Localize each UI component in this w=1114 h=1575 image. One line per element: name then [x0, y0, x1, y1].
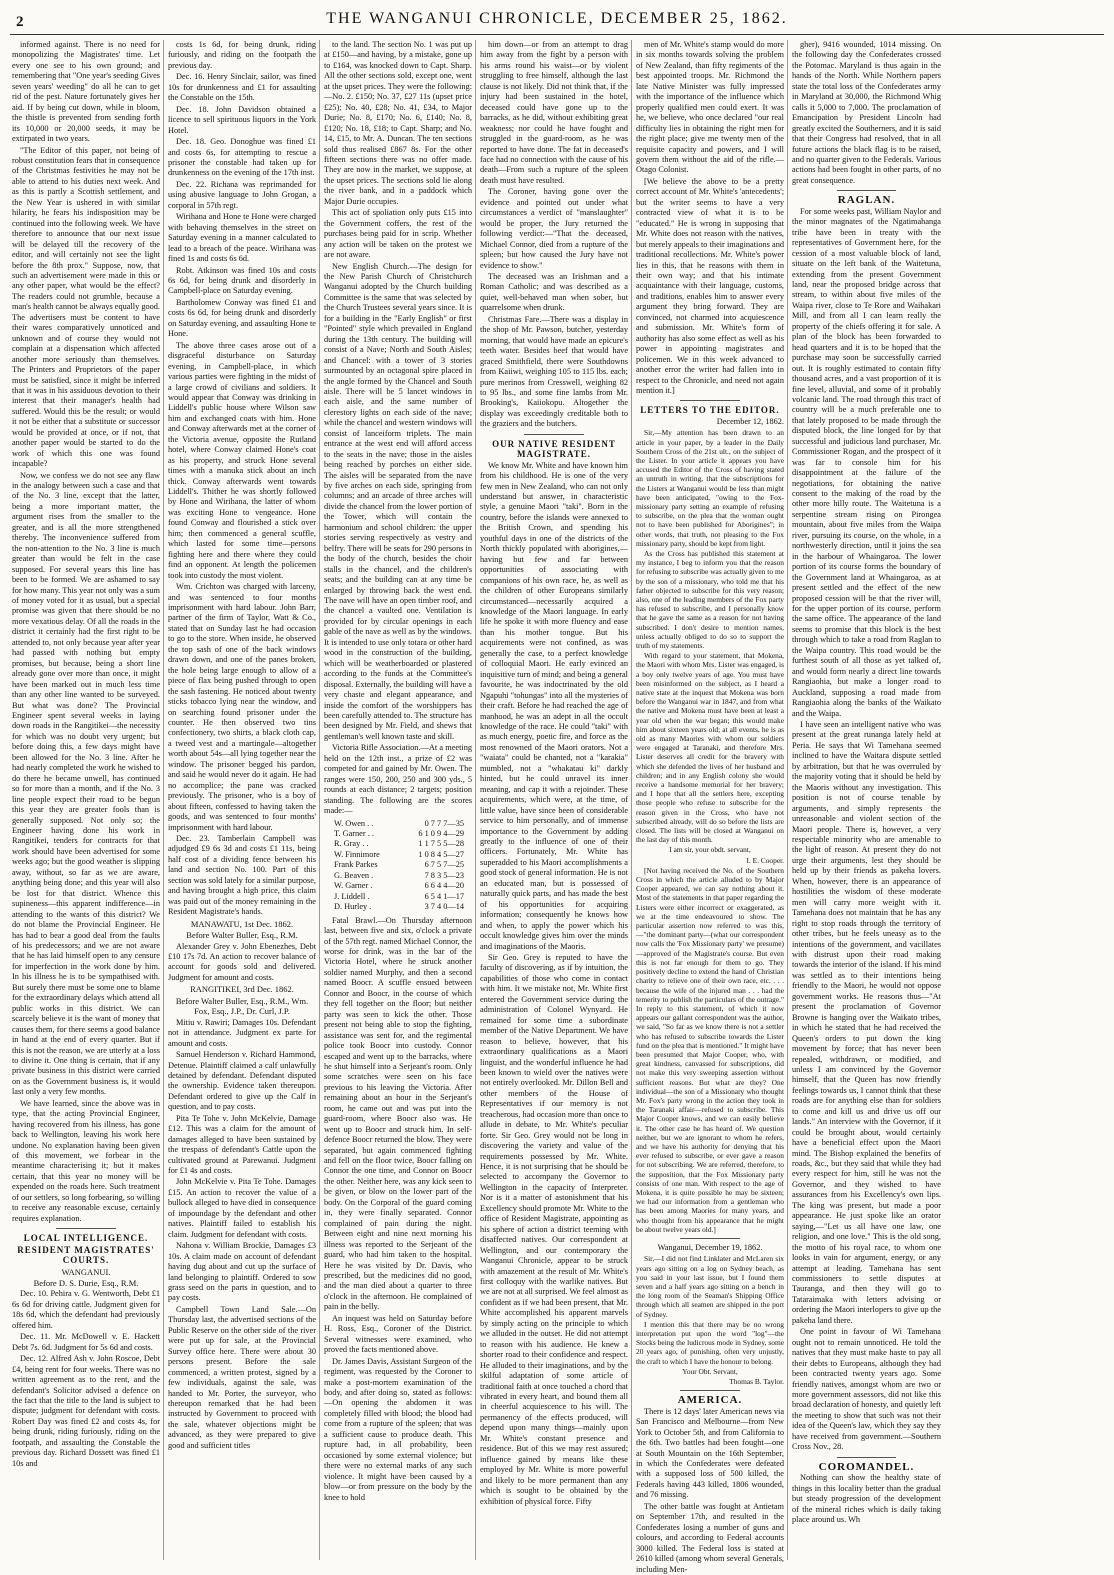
- score-name: D. Hurley .: [334, 902, 372, 912]
- paragraph: We know Mr. White and have known him from his childhood. He is one of the very few men in New Zealand, who can not only understand but answer, in characteristic style, a genuine Maori "taki". Born in the country, before the islands were annexed to the British Crown, and spending his youthful days in one of the districts of the North thickly populated with aborigines,—having but few and far between opportunities of associating with companions of his own race, he, as well as the children of other Europeans similarly circumstanced—necessarily acquired a knowledge of the Maori language. In early life he spoke it with more fluency and ease than his mother tongue. But his acquirements were not confined, as was generally the case, to a perfect knowledge of colloquial Maori. He early evinced an inquisitive turn of mind; and being a general favourite, he was indoctrinated by the old Ngapuhi "tohungas" into all the mysteries of their craft. Before he had reached the age of manhood, he was an adept in all the occult knowledge of the race. He could "taki" with as much energy, poetic fire, and force as the most renowned of the Maori orators. Not a "waiata" could be chanted, not a "karakia" mumbled, not a "whakatau ki" darkly hinted, but he could unravel its inner meaning, and cap it with a rejoinder. These acquirements, which were, at the time, of little value, have since been of considerable service to him personally, and of immense importance to the Government by adding greatly to the influence of one of their officers. Fortunately, Mr. White has superadded to his Maori accomplishments a good stock of general information. He is not an educated man, but is possessed of naturally quick parts, and has made the best of his opportunities for acquiring information; consequently he knows how and when, to apply the power which his occult knowledge gives him over the minds and imaginations of the Maoris.: [480, 460, 628, 951]
- column-1: [12, 40, 164, 1560]
- letter-body: As the Cross has published this statement at my instance, I beg to inform you that the reason for refusing to subscribe was actually given to me by the son of a missionary, who told me that his father objected to subscribe for this very reason; also, one of the leading members of the Fox party has refused to subscribe, and I personally know that he gave the same as a reason for not having subscribed. I don't desire to mention names, unless actually obliged to do so to support the truth of my statements.: [636, 548, 784, 650]
- court-magistrate: Before Walter Buller, Esq., R.M., Wm. Fox, Esq., J.P., Dr. Curl, J.P.: [175, 995, 309, 1017]
- score-table: [334, 819, 472, 913]
- section-heading: LETTERS TO THE EDITOR.: [640, 405, 780, 416]
- letter-body: With regard to your statement, that Mokena, the Maori with whom Mrs. Lister was engaged, is a boy only twelve years of age. You must have been misinformed on the subject, as I heard a native state at the inquest that Mokena was born before the Wanganui war in 1847, and from what the native and Mokena must have been at least a year old when the war began; this would make him about sixteen years old; at all events, he is as old as many Maories with whom our soldiers were engaged at Taranaki, and therefore Mrs. Lister deserves all credit for the bravery with which she defended the lives of her husband and children; and in any English colony she would receive a handsome memorial for her bravery; and I hope that all the settlers here, excepting those people who refuse to subscribe for the reason given in the Cross, who have not subscribed already, will do so before the lists are closed. The lists will be closed at Wanganui on the last day of this month.: [636, 651, 784, 845]
- paragraph: Dec. 12. Alfred Ash v. John Roscoe, Debt £4, being rent for four weeks. There was no written agreement as to the rent, and the defendant's Solicitor advised a defence on the fact that the title to the land is subject to dispute; judgment for defendant with costs. Robert Day was fined £2 and costs 4s, for being drunk, riding furiously, riding on the footpath, and assaulting the Constable the previous day. Richard Dossett was fined £1 10s and: [12, 1354, 160, 1468]
- paragraph: New English Church.—The design for the New Parish Church of Christchurch Wanganui adopted by the Church building Committee is the same that was selected by the Church Trustees several years since. It is for a building in the "Early English" or first "Pointed" style which prevailed in England during the 13th century. The building will consist of a Nave; North and South Aisles; and Chancel: with a tower of 3 stories surmounted by an octagonal spire placed in the angle formed by the Chancel and South aisle. There will be 5 lancet windows in each aisle, and the same number of clerestory lights on each side of the nave; while the chancel and western windows will consist of lanceiform triplets. The main entrance at the west end will afford access to the seats in the nave; those in the aisles being reached by porches on either side. The aisles will be separated from the nave by five arches on each side, springing from columns; and an arcade of three arches will divide the chancel from the lower portion of the Tower, which will contain the harmonium and school children: the upper stories serving respectively as vestry and belfry. There will be seats for 290 persons in the body of the church, besides the choir stalls in the chancel, and the children's seats; and the building can at any time be enlarged by throwing back the west end. The nave will have an open timber roof, and the chancel a vaulted one. Ventilation is provided for by circular openings in each gable of the nave as well as by the windows. It is intended to use only totara or other hard wood in the construction of the building, which will be weatherboarded or plastered according to the funds at the Committee's disposal. Externally, the building will have a very chaste and elegant appearance, and inside the comfort of the worshippers has been carefully attended to. The structure has been designed by Mr. Field, and shews that gentleman's well known taste and skill.: [324, 261, 472, 741]
- divider: [837, 1457, 897, 1458]
- paragraph: gher), 9416 wounded, 1014 missing. On the following day the Confederates crossed the Potomac. Maryland is thus again in the hands of the North. While Northern papers state the total loss of the Confederates army in Maryland at 30,000, the Richmond Whig calls it 5,000 to 7,000. The proclamation of Emancipation by President Lincoln had greatly excited the Southerners, and it is said that their Congress had resolved, that in all future actions the black flag is to be raised, and no quarter given to the Federals. Various actions had been fought in other parts, of no great consequence.: [792, 40, 941, 185]
- paragraph: The other battle was fought at Antietam on September 17th, and resulted in the Confederates losing a number of guns and colours, and according to Federal accounts 3000 killed. The Federal loss is stated at 2610 killed (among whom several Generals, including Men-: [636, 1501, 784, 1574]
- score-value: 0 7 7 7—35: [424, 818, 464, 828]
- paragraph: The deceased was an Irishman and a Roman Catholic; and was described as a quiet, well-behaved man when sober, but quarrelsome when drunk.: [480, 271, 628, 313]
- paragraph: Christmas Fare.—There was a display in the shop of Mr. Pawson, butcher, yesterday morning, that would have made an epicure's teeth water. Besides beef that would have graced Smithfield, there were Southdowns from Kaiiwi, weighing 105 to 115 lbs. each; pure merinos from Cresswell, weighing 82 to 95 lbs., and some fine lambs from Mr. Brooking's, Kaiiokopu. Altogether the display was exceedingly creditable both to the graziers and the butchers.: [480, 314, 628, 429]
- paragraph: Fatal Brawl.—On Thursday afternoon last, between five and six, o'clock a private of the 57th regt. named Michael Connor, the worse for drink, was in the bar of the Victoria Hotel, where he struck another soldier named Murphy, and then a second named Boocr. A scuffle ensued between Connor and Boocr, in the course of which they fell together on the floor; but neither party was seen to kick the other. Those present not being able to stop the fighting, assistance was sent for, and the regimental police took Boocr into custody. Connor escaped and went up to the barracks, where he shut himself into a Serjeant's room. Only some scratches were seen on his face previous to his leaving the Victoria. After remaining about an hour in the Serjeant's room, he came out and was put into the guard-room, where Boocr also was. He went up to Boocr and struck him. In self-defence Boocr returned the blow. They were separated, but again commenced fighting and fell on the floor twice, Boocr falling on Connor the one time, and Connor on Boocr the other. Neither here, was any kick seen to be given, or blow on the lower part of the body. On the Corporal of the guard coming in, they were finally separated. Connor complained of pain during the night. Between eight and nine next morning his illness was reported to the Serjeant of the guard, who had him taken to the hospital. Here he was visited by Dr. Davis, who prescribed, but the medicines did no good, and the man died about a quarter to three o'clock in the afternoon. He complained of pain in the belly.: [324, 915, 472, 1312]
- paragraph: informed against. There is no need for monopolizing the Magistrates' time. Let every one see to his own ground; and remembering that "One year's seeding Gives seven years' weeding" do all he can to get rid of the pest. Nature fortunately gives her aid. If by being cut down, while in bloom, the thistle is prevented from sending forth its 10,000 or 20,000 seeds, it may be extirpated in two years.: [12, 40, 160, 144]
- court-location: MANAWATU, 1st Dec. 1862.: [190, 918, 294, 929]
- paragraph: There is 12 days' later American news via San Francisco and Melbourne—from New York to October 5th, and from California to the 6th. Two battles had been fought—one at South Mountain on the 16th September, in which the Confederates were defeated with a supposed loss of 500 killed, the Federals having 443 killed, 1806 wounded, and 76 missing.: [636, 1406, 784, 1500]
- score-name: W. Finnimore: [334, 849, 380, 859]
- paragraph: Nothing can show the healthy state of things in this locality better than the gradual but steady progression of the development of the mineral riches which is daily taking place around us. Wh: [792, 1473, 941, 1524]
- paragraph: Dec. 22. Richana was reprimanded for using abusive language to John Grogan, a corporal in 57th regt.: [168, 179, 316, 210]
- paragraph: Nahona v. William Brockie, Damages £3 10s. A claim made on account of defendant having dug about and cut up the surface of land belonging to plaintiff. Ordered to sow grass seed on the parts in question, and to pay costs.: [168, 1241, 316, 1303]
- score-value: 6 5 4 1—17: [424, 891, 464, 901]
- score-row: [334, 860, 472, 870]
- section-heading: RAGLAN.: [837, 194, 896, 207]
- column-6: [792, 40, 944, 1560]
- paragraph: An inquest was held on Saturday before H. Ross, Esq., Coroner of the District. Several witnesses were examined, who proved the facts mentioned above.: [324, 1313, 472, 1355]
- letter-body: Sir,—My attention has been drawn to an article in your paper, by a leader in the Daily Southern Cross of the 21st ult., on the subject of the Lister. In your article it appears you have accused the Editor of the Cross of having stated an untruth in writing, that the subscriptions for the Listers at Wanganui would be less than might have been anticipated, "owing to the Fox-missionary party setting an example of refusing to subscribe, on the plea that the woman ought not to have been published for Aborigines"; in other words, that truth, not pleasing to the Fox missionary party, should be kept from light.: [636, 428, 784, 548]
- letter-body: I mention this that there may be no wrong interpretation put upon the word "log"—the Stocks being the ludicrous mode in Sydney, some 20 years ago, of punishing, often very unjustly, the craft to which I have the honour to belong.: [636, 1319, 784, 1366]
- paragraph: Robt. Atkinson was fined 10s and costs 6s 6d, for being drunk and disorderly in Campbell-place on Saturday evening.: [168, 265, 316, 296]
- paragraph: Now, we confess we do not see any flaw in the analogy between such a case and that of the No. 3 line, except that the latter, being a more important matter, the argument rises from the smaller to the greater, and is all the more strengthened thereby. The inconvenience suffered from the non-attention to the No. 3 line is much greater than would be felt in the case supposed. For several years this line has been to be formed. We are ashamed to say for how many. This year not only was a sum of money voted for it as usual, but a special promise was given that there should be no more vexatious delay. Of all the roads in the district it certainly had the first right to be attended to, not only because year after year had passed with nothing but empty promises, but because, being a short line already gone over more than once, it might have been marked out in much less time than any other line wanted to be surveyed. But what was done? The Provincial Engineer spent several weeks in laying down roads in the Rangitikei—the necessity for which was no doubt very urgent; but before doing this, a few days might have been allowed for the No. 3 line. After he had nearly completed the work he wished to do there he became unwell, has continued so for more than a month, and if the No. 3 line people expect their road to be begun this year they are greater fools than is generally supposed. Not only so; the Engineer having done his work in Rangitikei, tenders for contracts for that work should have been advertised for some weeks ago; but the good weather is slipping away, without, so far as we are aware, anything being done; and this year will also be lost for that district. Whence this supineness—this apparent indifference—in attending to the wants of this district? We do not blame the Provincial Engineer. He has had to bear a good deal from the faults of his predecessors; and we are not aware that he has laid himself open to any censure for imperfection in the work done by him. In his illness he is to be sympathised with. But surely there must be some one to blame for the extraordinary delays which attend all public works in this district. We can scarcely believe it is the want of money that causes them, for there seems a good balance in hand at the end of every quarter. But if this is not the reason, we are utterly at a loss to divine it. One thing is certain, that if any private business in this district were carried on as the Government business is, it would last only a very few months.: [12, 470, 160, 1097]
- score-value: 6 1 0 9 4—29: [418, 828, 464, 838]
- score-row: [334, 881, 472, 891]
- section-subheading: RESIDENT MAGISTRATES' COURTS.: [17, 1244, 155, 1266]
- paragraph: Wm. Crichton was charged with larceny, and was sentenced to four months imprisonment with hard labour. John Barr, partner of the firm of Taylor, Watt & Co., stated that on Sunday last he had occasion to go to the store. When inside, he observed the top sash of one of the back windows drawn down, and one of the panes broken, the hole being large enough to allow of a piece of flax being pushed through to open the sash fastening. He noticed about twenty sticks tobacco lying near the window, and on searching found prisoner under the counter. He then observed two tins confectionery, two shirts, a black cloth cap, a tweed vest and a martingale—altogether worth about 54s—all lying together near the window. The prisoner begged his pardon, and said he would never do it again. He had no accomplice; the pane was cracked previously. The prisoner, who is a boy of about fifteen, confessed to having taken the goods, and was sentenced to four months' imprisonment with hard labour.: [168, 582, 316, 832]
- paragraph: This act of spoliation only puts £15 into the Government coffers, the rest of the purchases being paid for in scrip. Whether any action will be taken on the protest we are not aware.: [324, 208, 472, 260]
- letter-signature: I. E. Cooper.: [746, 855, 784, 865]
- section-heading: OUR NATIVE RESIDENT MAGISTRATE.: [492, 438, 616, 460]
- paragraph: men of Mr. White's stamp would do more in six months towards solving the problem of New Zealand, than fifty regiments of the best appointed troops. Mr. Richmond the late Native Minister was fully impressed with the importance of the influence which properly qualified men could exert. It was he, we believe, who once declared "our real difficulty lies in obtaining the right men for the right place; give me twenty men of the requisite capacity and powers, and I will govern them without the aid of the rifle.—Otago Colonist.: [636, 40, 784, 175]
- column-5: [636, 40, 788, 1574]
- paragraph: Wirihana and Hone te Hone were charged with behaving themselves in the street on Saturday evening in a manner calculated to lead to a breach of the peace. Wirihana was fined 1s and costs 6s 6d.: [168, 212, 316, 264]
- section-heading: AMERICA.: [677, 1394, 743, 1407]
- masthead-rule: [10, 34, 1104, 35]
- score-value: 6 7 5 7—25: [424, 860, 464, 870]
- column-2: [168, 40, 320, 1560]
- divider: [680, 1390, 739, 1391]
- paragraph: him down—or from an attempt to drag him away from the fight by a person with his arms round his waist—or by violent struggling to free himself, although the last clause is not likely. Did not think that, if the injury had been sustained in the hotel, deceased could have gone up to the barracks, as he did, without exhibiting great weakness; nor could he have fought and struggled in the guard-room, as he was reported to have done. The fat in deceased's face had no connection with the cause of his death—From such a rupture of the spleen death must have resulted.: [480, 40, 628, 185]
- paragraph: I have seen an intelligent native who was present at the great runanga lately held at Peria. He says that Wi Tamehana seemed inclined to have the Waitara dispute settled by arbitration, but that he was overruled by the majority voting that it should be held by the Maoris without any investigation. This position is not of course tenable by arguments, and simply represents the unreasonable and violent section of the Maori people. There is, however, a very respectable minority who are amenable to the light of reason. At present they do not urge their arguments, lest they should be held up by their friends as pakeha lovers. When, however, there is an appearance of hostilities the wisdom of these moderate men will carry more weight with it. Tamehana does not maintain that he has any right to stop roads through the territory of other tribes, but he feels uneasy as to the intentions of the government, and vacillates with distrust upon their road making towards the interior of the island. If his mind was settled as to their intentions being friendly to the Maori, he would not oppose government works. He reasons thus—"At present the proclamation of Governor Browne is hanging over the Waikato tribes, in which he stated that he had received the Queen's orders to put down the king movement by force; that has never been repealed, withdrawn, or modified, and unless I am convinced by the Governor himself, that the Queen has now friendly feelings towards us, I cannot think that these roads are for anything else than for soldiers to come and kill us and drive us off our lands." An interview with the Governor, if it could be brought about, would certainly have a beneficial effect upon the Maori mind. The Bishop explained the benefits of roads, &c., but they said that while they had every respect for him, still he was not the Governor, and they wished to have assurances from his Excellency's own lips. The king was present, but made a poor appearance. He just spoke like an orator saying,—"Let us all have one law, one religion, and one love." This is the old song, the motto of his royal race, to whom one looks in vain for argument, energy, or any attempt at leading. Tamehana has sent commissioners to settle disputes at Tauranga, and then they will go to Tataraimaka with letters advising or ordering the Maori interlopers to give up the pakeha land there.: [792, 720, 941, 1325]
- court-magistrate: Before D. S. Durie, Esq., R.M.: [33, 1278, 139, 1289]
- score-row: [334, 819, 472, 829]
- paragraph: Samuel Henderson v. Richard Hammond, Detenue. Plaintiff claimed a calf unlawfully detained by defendant. Defendant disputed the ownership. Evidence taken thereupon. Defendant ordered to give up the Calf in question, and to pay costs.: [168, 1050, 316, 1112]
- paragraph: Dec. 10. Pehira v. G. Wentworth, Debt £1 6s 6d for driving cattle. Judgment given for 18s 6d, which the defendant had previously offered him.: [12, 1289, 160, 1330]
- column-4: [480, 40, 632, 1560]
- paragraph: The above three cases arose out of a disgraceful disturbance on Saturday evening, in Campbell-place, in which various parties were fighting in the midst of a large crowd of civilians and soldiers. It would appear that Conway was drinking in Liddell's public house where Wilson saw him and exchanged coats with him. Hone and Conway afterwards met at the corner of the Victoria avenue, opposite the Rutland hotel, where Conway claimed Hone's coat as his property, and struck Hone several times with a manuka stick about an inch thick. Conway afterwards went towards Liddell's. Thither he was shortly followed by Hone and Wirihana, the latter of whom was exciting Hone to vengeance. Hone found Conway and flourished a stick over him; then commenced a general scuffle, which lasted for some time—persons fighting here and there where they could find an opponent. At length the policemen took into custody the most violent.: [168, 340, 316, 580]
- court-magistrate: Before Walter Buller, Esq., R.M.: [186, 930, 298, 941]
- score-value: 7 8 3 5—23: [424, 870, 464, 880]
- paragraph: Dec. 11. Mr. McDowell v. E. Hackett Debt 7s. 6d. Judgment for 5s 6d and costs.: [12, 1332, 160, 1352]
- letter-date: December 12, 1862.: [716, 416, 784, 426]
- divider: [680, 400, 739, 401]
- paragraph: [We believe the above to be a pretty correct account of Mr. White's 'antecedents'; but the writer seems to have a very contracted view of what it is to be "educated." He is wrong in supposing that Mr. White does not reason with the natives, but merely appeals to their imaginations and traditional recollections. Mr. White's power lies in this, that he reasons with them in their own way; and that his intimate acquaintance with their language, customs, and traditions, enables him to answer every argument they bring forward. They are convinced, not charmed into acquiescence and submission. Mr. White's form of authority has also some effect as well as his power in appointing magistrates and policemen. We in this week advanced to another error the writer had fallen into in respect to the Chronicle, and need not again mention it.]: [636, 176, 784, 395]
- score-row: [334, 892, 472, 902]
- paragraph: Dec. 18. John Davidson obtained a licence to sell spirituous liquors in the York Hotel.: [168, 104, 316, 135]
- score-value: 1 1 7 5 5—28: [418, 839, 464, 849]
- paragraph: Victoria Rifle Association.—At a meeting held on the 12th inst., a prize of £2 was competed for and gained by Mr. Owen. The ranges were 150, 200, 250 and 300 yds., 5 rounds at each distance; 2 targets; position standing. The following are the scores made:—: [324, 743, 472, 816]
- score-name: G. Beaven .: [334, 870, 374, 880]
- letter-body: Sir,—I did not find Linklater and McLaren six years ago sitting on a log on Sydney beach, as you said in your last issue, but I found them seven and a half years ago sitting on a bench in the long room of the Seaman's Shipping Office through which all seamen are shipped in the port of Sydney.: [636, 1254, 784, 1319]
- paragraph: Pita Te Tohe v. John McKelvie, Damage £12. This was a claim for the amount of damages alleged to have been sustained by the trespass of defendant's Cattle upon the cultivated ground at Parewanui. Judgment for £1 4s and costs.: [168, 1113, 316, 1176]
- score-row: [334, 829, 472, 839]
- paragraph: Bartholomew Conway was fined £1 and costs 6s 6d, for being drunk and disorderly on Saturday evening, and assaulting Hone te Hone.: [168, 297, 316, 339]
- divider: [680, 1238, 739, 1239]
- paragraph: Dr. James Davis, Assistant Surgeon of the regiment, was requested by the Coroner to make a post-mortem examination of the body, and after doing so, stated as follows:—On opening the abdomen it was completely filled with blood; the blood had come from a rupture of the spleen; that was a sufficient cause to produce death. This rupture had, in all probability, been occasioned by some external violence; but there were no external marks of any such violence. It might have been caused by a blow—or from pressure on the body by the knee to hold: [324, 1356, 472, 1502]
- paragraph: For some weeks past, William Naylor and the minor magnates of the Ngatimahanga tribe have been in treaty with the representatives of Government here, for the cession of a most valuable block of land, situate on the left bank of the Waitetuna, extending from the present Government land, near the proposed bridge across that stream, to within about five miles of the Waipa river, close to Te Rore and Waihakari Mill, and from all I can learn really the property of the chiefs offering it for sale. A plan of the block has been forwarded to head quarters and it is to be hoped that the purchase may soon be successfully carried out. It is roughly estimated to contain fifty thousand acres, and a vast proportion of it is fine level, alluvial, and some of it probably volcanic land. The road through this tract of country will be a much preferable one to that lately proposed to be made through the disputed block, the line longed for by that successful and judicious land purchaser, Mr. Commissioner Rogan, and the prospect of it was far to console him for his disappointment at the failure of the negotiations, for obtaining the native consent to the making of the road by the other more hilly route. The Waitetuna is a serpentine stream rising on Pirongea mountain, about five miles from the Waipa river, pursuing its course, on the whole, in a northwesterly direction, until it joins the sea in the harbour of Whaingaroa. The lower portion of its course forms the boundary of the Government land at Whaingaroa, as at present settled and the effect of the new proposed cession will be that the river will, for the upper portion of its course, perform the same office. The appearance of the land seems to promise that this block is the best through which to take a road from Raglan to the Waipa country. This road would be the furthest south of all those as yet talked of, and would form nearly a direct line towards Rangiaohia, but make a longer road to Auckland, supposing a road made from Rangiaohia along the banks of the Waikato and the Waipa.: [792, 206, 941, 718]
- letter-signoff: I am sir, your obdt. servant,: [669, 845, 751, 855]
- score-name: Frank Parkes: [334, 860, 378, 870]
- section-heading: LOCAL INTELLIGENCE.: [23, 1233, 149, 1244]
- score-name: W. Garner .: [334, 881, 373, 891]
- score-row: [334, 839, 472, 849]
- score-name: T. Garner . .: [334, 828, 374, 838]
- masthead: THE WANGANUI CHRONICLE, DECEMBER 25, 1862.: [326, 10, 788, 27]
- score-name: R. Gray . .: [334, 839, 369, 849]
- score-row: [334, 850, 472, 860]
- paragraph: One point in favour of Wi Tamehana ought not to remain unnoticed. He told the natives that they must make haste to pay all their debts to Europeans, although they had been contracted twenty years ago. Some friendly natives, amongst whom are two or more government assessors, did not like this broad declaration of honesty, and quietly left the meeting to show that such was not their idea of the Queen's law, which they say they have received from government.—Southern Cross Nov., 28.: [792, 1327, 941, 1452]
- letter-signoff: Your Obt. Servant,: [682, 1366, 738, 1376]
- divider: [56, 1228, 115, 1229]
- divider: [524, 434, 583, 435]
- page-number: 2: [16, 14, 24, 30]
- court-location: RANGITIKEI, 3rd Dec. 1862.: [190, 984, 294, 995]
- paragraph: "The Editor of this paper, not being of robust constitution fears that in consequence of the Christmas festivities he may not be able to attend to his duties next week. And as this is partly a Scottish settlement, and the New Year is ushered in with similar hilarity, he fears his indisposition may be continued into the following week. We have therefore to announce that our next issue will be delayed till the recovery of the editor, and will certainly not see the light before the 8th prox." Suppose, now, that such an advertisement were made in this or any other paper, what would be the effect? The readers could not grumble, because a man's health cannot be always equally good. The advertisers must be content to have their wares comparatively unnoticed and unknown and of course they would not complain at a dispensation which affected another more seriously than themselves. The Printers and Proprietors of the paper must be satisfied, since it might be inferred that it was in his assiduous devotion to their interest that their manager's health had suffered. Would this be the result; or would it not be either that a substitute or successor would be provided at once, or if not, that another paper would be started to do the work of which this one was found incapable?: [12, 145, 160, 469]
- editor-note: [Not having received the No. of the Southern Cross in which the article alluded to by Major Cooper appeared, we can say nothing about it. Most of the statements in that paper regarding the Listers were either incorrect or exaggerated, as we at the time endeavoured to show. The particular assertion now referred to was this,—"the dominant party—(what our correspondent now calls the 'Fox Missionary party' we presume)—approved of the Magistrate's course. But even this is not far enough for them to go. They positively decline to extend the hand of Christian charity to relieve one of their own race, etc. . . . because the wife of the injured man . . . had the temerity to publish the particulars of the outrage." In reply to this statement, of which it now appears our gallant correspondent was the author, we said, "So far as we know there is not a settler who has refused to subscribe towards the Lister fund on the plea that is mentioned." It might have been presumed that Major Cooper, who, with great kindness, canvassed for subscriptions, did not make this very sweeping assertion without sufficient reasons. But what are they? One individual—the son of a Missionary who thought Mr. Fox's party wrong in the action they took in the Taranaki affair—refused to subscribe. This Major Cooper knows, and we can easily believe it. The other case he has heard of. We question neither, but we are ignorant to whom he refers, and we have his authority for denying that his ever refused to subscribe, or ever gave a reason for not subscribing. We are referred, therefore, to the supposition, that the Fox Missionary party consists of one man. With respect to the age of Mokena, it is quite possible he may be sixteen; we had our information from a gentleman who has been among Maories for many years, and who thought from his appearance that he might be about twelve years old.]: [636, 865, 784, 1234]
- paragraph: Dec. 16. Henry Sinclair, sailor, was fined 10s for drunkenness and £1 for assaulting the Constable on the 15th.: [168, 72, 316, 103]
- court-location: WANGANUI.: [61, 1266, 111, 1277]
- column-3: [324, 40, 476, 1560]
- score-name: J. Liddell .: [334, 891, 370, 901]
- section-heading: COROMANDEL.: [818, 1460, 915, 1473]
- divider: [837, 190, 897, 191]
- score-row: [334, 871, 472, 881]
- paragraph: Campbell Town Land Sale.—On Thursday last, the advertised sections of the Public Reserve on the other side of the river were put up for sale, at the Provincial Survey office here. There were about 30 persons present. Before the sale commenced, a written protest, signed by a few individuals, against the sale, was handed to Mr. Porter, the surveyor, who thereupon remarked that he had been instructed by Government to proceed with the sale, whatever objections might be advanced, as they were prepared to give good and sufficient titles: [168, 1304, 316, 1450]
- paragraph: to the land. The section No. 1 was put up at £150—and having, by a mistake, gone up to £164, was knocked down to Capt. Sharp. All the other sections sold, except one, went at the upset prices. They were the following:—No. 2. £150; No. 37, £27 11s (upset price £25); No. 40, £28; No. 41, £34, to Major Durie; No. 8, £170; No. 6, £140; No. 8, £120; No. 18, £18; to Capt. Sharp; and No. 14, £15, to Mr. A. Duncan. The ten sections sold thus realised £867 8s. For the other fifteen sections there was no offer made. They are now in the market, we suppose, at the upset prices. The sections sold lie along the river bank, and in a paddock which Major Durie occupies.: [324, 40, 472, 206]
- paragraph: Dec. 23. Tamberlain Campbell was adjudged £9 6s 3d and costs £1 11s, being half cost of a dividing fence between his land and section No. 100. Part of this section was sold lately for a similar purpose, and having brought a high price, this claim was paid out of the money remaining in the Resident Magistrate's hands.: [168, 833, 316, 917]
- paragraph: Mitiu v. Rawiri; Damages 10s. Defendant not in attendance. Judgment ex parte for amount and costs.: [168, 1017, 316, 1048]
- columns: [12, 40, 1104, 1574]
- paragraph: John McKelvie v. Pita Te Tohe. Damages £15. An action to recover the value of a bullock alleged to have died in consequence of impoundage by the defendant and other natives. Plaintiff failed to establish his claim. Judgment for defendant with costs.: [168, 1177, 316, 1239]
- paragraph: costs 1s 6d, for being drunk, riding furiously, and riding on the footpath the previous day.: [168, 40, 316, 70]
- letter-signature: Thomas B. Taylor.: [729, 1377, 784, 1387]
- paragraph: Alexander Grey v. John Ebenezhes, Debt £10 17s 7d. An action to recover balance of account for goods sold and delivered. Judgment for amount and costs.: [168, 941, 316, 982]
- score-row: [334, 902, 472, 912]
- score-value: 6 6 4 4—20: [424, 881, 464, 891]
- score-name: W. Owen . .: [334, 818, 374, 828]
- score-value: 1 0 8 4 5—27: [418, 849, 464, 859]
- paragraph: Sir Geo. Grey is reputed to have the faculty of discovering, as if by intuition, the capabilities of those who come in contact with him. It we mistake not, Mr. White first entered the Government service during the administration of Colonel Wynyard. He remained for some time a subordinate member of the Native Department. We have reason to believe, however, that his extraordinary qualifications as a Maori linguist, and the wonderful influence he had been known to wield over the natives were not entirely overlooked. Mr. Dillon Bell and other members of the House of Representatives if our memory is not treacherous, had occasion more than once to allude in debate, to Mr. White's peculiar forte. Sir Geo. Grey would not be long in discovering the variety and value of the requirements possessed by Mr. White. Hence, it is not surprising that he should be selected to accompany the Governor to Wellington in the capacity of Interpreter. Nor is it a matter of astonishment that his Excellency should promote Mr. White to the office of Resident Magistrate, appointing as his sphere of action a district teeming with disaffected natives. Our correspondent at Wellington, and our contemporary the Wanganui Chronicle, appear to be struck with amazement at the result of Mr. White's first colloquy with the warlike natives. But we are not at all surprised. We feel almost as confident as if we had been present, that Mr. White accomplished his apparent marvels by simply acting on the principle to which we alluded in the outset. He did not attempt to reason with his audience. He knew a shorter road to their confidence and respect. He alluded to their imaginations, and by the skilful adaptation of some article of traditional faith at once touched a chord that vibrated in every heart, and bound them all in cheerful acquiescence to his will. The permanency of the effects produced, will depend upon many things—mainly upon Mr. White's constant presence and residence. But of this we may rest assured; influence gained by means like these employed by Mr. White is more powerful and likely to be more permanent than any which is sought to be obtained by the exhibition of physical force. Fifty: [480, 952, 629, 1506]
- paragraph: The Coroner, having gone over the evidence and pointed out under what circumstances a verdict of "manslaughter" would be proper, the Jury returned the following verdict:—"That the deceased, Michael Connor, died from a rupture of the spleen; but how caused the Jury have not evidence to show.": [480, 187, 628, 270]
- letter-date: Wanganui, December 19, 1862.: [657, 1242, 763, 1252]
- paragraph: We have learned, since the above was in type, that the acting Provincial Engineer, having recovered from his illness, has gone back to Wellington, leaving his work here undone. No explanation having been given of this movement, we forbear in the meantime characterising it; but it makes certain, that this year no money will be expended on the roads here. Such treatment of our settlers, so long forbearing, so willing to receive any reasonable excuse, certainly requires explanation.: [12, 1098, 160, 1223]
- paragraph: Dec. 18. Geo. Donoghue was fined £1 and costs 6s, for attempting to rescue a prisoner the constable had taken up for drunkenness on the evening of the 17th inst.: [168, 137, 316, 178]
- score-value: 3 7 4 0—14: [424, 902, 464, 912]
